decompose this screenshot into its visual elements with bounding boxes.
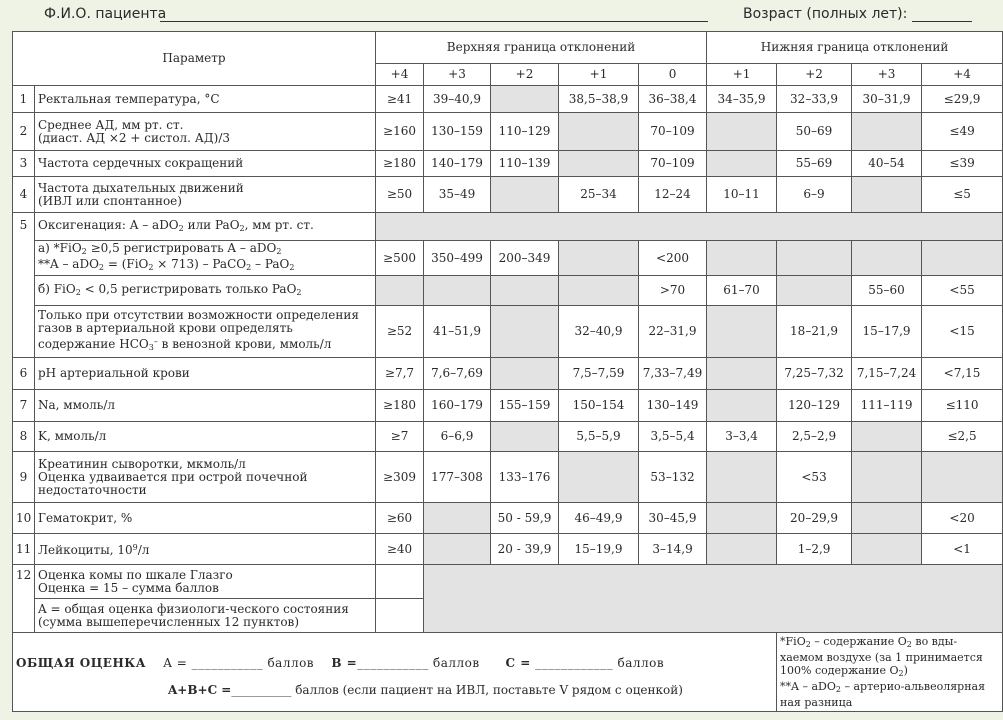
row-label-line: (сумма вышеперечисленных 12 пунктов) [38, 614, 299, 629]
score-cell: 6–9 [777, 177, 852, 213]
score-cell: 200–349 [491, 241, 559, 276]
row-label-line: A = общая оценка физиологи-ческого состояния [38, 601, 349, 616]
score-cell: 32–33,9 [777, 86, 852, 113]
row-number: 8 [13, 422, 35, 452]
score-cell [707, 390, 777, 422]
score-cell: 150–154 [559, 390, 639, 422]
row-label [35, 306, 376, 358]
row-number: 2 [13, 113, 35, 151]
score-cell [559, 452, 639, 503]
row-label [35, 565, 376, 599]
score-cell: ≤110 [922, 390, 1003, 422]
score-cell [707, 534, 777, 565]
total-label: ОБЩАЯ ОЦЕНКА [16, 656, 146, 670]
row-number: 1 [13, 86, 35, 113]
table-row [13, 177, 1003, 213]
score-cell: 15–17,9 [852, 306, 922, 358]
row-label-line: Среднее АД, мм рт. ст. [38, 117, 184, 132]
score-header: 0 [639, 64, 707, 86]
score-cell [707, 306, 777, 358]
score-header: +4 [922, 64, 1003, 86]
score-cell: ≥41 [376, 86, 424, 113]
row-label-line: Только при отсутствии возможности определения [38, 308, 359, 322]
score-cell: 7,33–7,49 [639, 358, 707, 390]
score-cell: 38,5–38,9 [559, 86, 639, 113]
score-cell [491, 276, 559, 306]
table-row [13, 422, 1003, 452]
score-cell: 7,25–7,32 [777, 358, 852, 390]
form-header [0, 0, 960, 30]
score-cell [922, 241, 1003, 276]
row-label: Лейкоциты, $10^9/л$ [35, 534, 376, 565]
score-cell: ≤5 [922, 177, 1003, 213]
total-score-line [16, 657, 773, 670]
score-cell [707, 503, 777, 534]
table-row [13, 306, 1003, 358]
patient-name-label: Ф.И.О. пациента [44, 6, 167, 22]
score-cell: <20 [922, 503, 1003, 534]
score-cell: 7,6–7,69 [424, 358, 491, 390]
table-row [13, 113, 1003, 151]
score-cell: ≥180 [376, 151, 424, 177]
score-cell: <15 [922, 306, 1003, 358]
sum-line [168, 684, 773, 697]
score-cell: ≥52 [376, 306, 424, 358]
score-cell: 5,5–5,9 [559, 422, 639, 452]
footnote-line: 100% содержание $O_2$) [780, 664, 908, 678]
table-row [13, 390, 1003, 422]
gray-cell [376, 213, 1003, 241]
table-row [13, 213, 1003, 241]
row-label: б) FiO$_2$ < 0,5 регистрировать только PaO$_2$ [35, 276, 376, 306]
score-cell[interactable] [376, 599, 424, 633]
score-cell: 53–132 [639, 452, 707, 503]
table-row [13, 276, 1003, 306]
score-cell: 177–308 [424, 452, 491, 503]
row-label-line: **A – aDO$_2$ = (FiO$_2$ × 713) – PaCO$_2$ – PaO$_2$ [38, 257, 295, 272]
apache-score-table [12, 31, 1003, 712]
row-label [35, 241, 376, 276]
patient-name-line[interactable] [160, 21, 708, 22]
row-label: Гематокрит, % [35, 503, 376, 534]
score-cell [852, 113, 922, 151]
score-cell: 130–159 [424, 113, 491, 151]
score-cell [424, 276, 491, 306]
score-header: +4 [376, 64, 424, 86]
score-cell [491, 86, 559, 113]
score-cell: 61–70 [707, 276, 777, 306]
score-cell: 32–40,9 [559, 306, 639, 358]
score-cell [777, 241, 852, 276]
footnote-line: хаемом воздухе (за 1 принимается [780, 651, 983, 664]
score-cell: ≥160 [376, 113, 424, 151]
score-cell[interactable] [376, 565, 424, 599]
score-cell: >70 [639, 276, 707, 306]
score-cell [852, 241, 922, 276]
score-cell [491, 358, 559, 390]
score-cell [707, 241, 777, 276]
score-cell [424, 503, 491, 534]
footer-row [13, 633, 1003, 712]
a-input-line[interactable]: ___________ [191, 656, 264, 670]
score-cell: ≥7,7 [376, 358, 424, 390]
score-cell: <200 [639, 241, 707, 276]
footnote-line: **A – aDO$_2$ – артерио-альвеолярная [780, 680, 986, 694]
score-cell [777, 276, 852, 306]
table-row [13, 358, 1003, 390]
score-header: +2 [491, 64, 559, 86]
score-cell: <7,15 [922, 358, 1003, 390]
score-cell: 155–159 [491, 390, 559, 422]
score-cell [852, 503, 922, 534]
points-label: баллов [267, 656, 315, 670]
score-cell: 22–31,9 [639, 306, 707, 358]
table-row [13, 86, 1003, 113]
sum-note: баллов (если пациент на ИВЛ, поставьте V рядом с оценкой) [295, 683, 683, 697]
footnote-line: *FiO$_2$ – содержание $O_2$ во вды- [780, 635, 958, 649]
row-label-line: Оценка = 15 – сумма баллов [38, 580, 219, 595]
score-cell: <1 [922, 534, 1003, 565]
score-cell: 7,5–7,59 [559, 358, 639, 390]
row-number: 10 [13, 503, 35, 534]
row-number: 7 [13, 390, 35, 422]
row-label-line: (ИВЛ или спонтанное) [38, 193, 182, 208]
score-cell: 46–49,9 [559, 503, 639, 534]
score-cell: 20–29,9 [777, 503, 852, 534]
row-label-line: газов в артериальной крови определять [38, 321, 293, 335]
score-cell: 140–179 [424, 151, 491, 177]
score-cell: 70–109 [639, 113, 707, 151]
score-cell [559, 241, 639, 276]
score-cell [707, 358, 777, 390]
score-cell: ≤39 [922, 151, 1003, 177]
score-cell [424, 534, 491, 565]
footnotes [777, 633, 1003, 712]
score-header: +1 [707, 64, 777, 86]
score-cell [852, 177, 922, 213]
score-header: +2 [777, 64, 852, 86]
row-label-line: содержание $HCO_3^-$ в венозной крови, ммоль/л [38, 337, 332, 352]
row-number: 3 [13, 151, 35, 177]
score-cell: 120–129 [777, 390, 852, 422]
total-score-section [13, 633, 777, 712]
score-cell: 25–34 [559, 177, 639, 213]
row-label [35, 177, 376, 213]
c-input-line[interactable]: ____________ [535, 656, 614, 670]
score-cell: 3,5–5,4 [639, 422, 707, 452]
score-cell: 34–35,9 [707, 86, 777, 113]
points-label: баллов [617, 656, 665, 670]
table-row [13, 151, 1003, 177]
score-cell [491, 306, 559, 358]
score-cell: 1–2,9 [777, 534, 852, 565]
score-cell: ≤2,5 [922, 422, 1003, 452]
points-label: баллов [433, 656, 480, 670]
row-label-line: а) *FiO$_2$ ≥0,5 регистрировать A – aDO$_2$ [38, 241, 282, 256]
score-cell [852, 452, 922, 503]
score-cell: 50–69 [777, 113, 852, 151]
score-header: +1 [559, 64, 639, 86]
score-cell: ≥7 [376, 422, 424, 452]
score-cell: 2,5–2,9 [777, 422, 852, 452]
score-cell: 15–19,9 [559, 534, 639, 565]
score-header: +3 [424, 64, 491, 86]
table-row [13, 565, 1003, 599]
row-label-line: Креатинин сыворотки, мкмоль/л [38, 456, 246, 471]
b-label: B = [331, 656, 358, 670]
score-cell: 350–499 [424, 241, 491, 276]
score-cell: 12–24 [639, 177, 707, 213]
row-label: pH артериальной крови [35, 358, 376, 390]
row-label: Ректальная температура, °С [35, 86, 376, 113]
score-cell [376, 276, 424, 306]
score-cell: 130–149 [639, 390, 707, 422]
score-cell [922, 452, 1003, 503]
score-cell: 10–11 [707, 177, 777, 213]
score-cell: 50 - 59,9 [491, 503, 559, 534]
score-cell [852, 534, 922, 565]
table-row [13, 503, 1003, 534]
score-cell: ≥60 [376, 503, 424, 534]
row-label-line: Оценка комы по шкале Глазго [38, 567, 233, 582]
score-cell [559, 113, 639, 151]
score-cell [559, 276, 639, 306]
row-label-line: недостаточности [38, 482, 147, 497]
score-cell: 110–129 [491, 113, 559, 151]
row-label [35, 113, 376, 151]
b-input-line[interactable]: ___________ [357, 656, 429, 670]
score-cell: 133–176 [491, 452, 559, 503]
score-cell [707, 452, 777, 503]
age-label: Возраст (полных лет): [743, 6, 908, 22]
row-label: Na, ммоль/л [35, 390, 376, 422]
score-cell [707, 151, 777, 177]
score-cell: 70–109 [639, 151, 707, 177]
row-label-line: Частота дыхательных движений [38, 180, 244, 195]
a-label: A = [163, 656, 188, 670]
sum-label: A+B+C = [168, 683, 232, 697]
row-number: 12 [13, 565, 35, 633]
lower-header: Нижняя граница отклонений [707, 32, 1003, 64]
score-cell: 36–38,4 [639, 86, 707, 113]
gray-cell [424, 565, 1003, 633]
score-cell: 7,15–7,24 [852, 358, 922, 390]
score-cell [559, 151, 639, 177]
row-label: K, ммоль/л [35, 422, 376, 452]
param-header: Параметр [13, 32, 376, 86]
score-cell: 3–14,9 [639, 534, 707, 565]
row-label: Частота сердечных сокращений [35, 151, 376, 177]
row-number: 11 [13, 534, 35, 565]
upper-header: Верхняя граница отклонений [376, 32, 707, 64]
score-cell: ≥180 [376, 390, 424, 422]
score-cell: 30–31,9 [852, 86, 922, 113]
table-row [13, 534, 1003, 565]
row-number: 9 [13, 452, 35, 503]
score-cell: ≥50 [376, 177, 424, 213]
score-cell: 6–6,9 [424, 422, 491, 452]
score-cell: 111–119 [852, 390, 922, 422]
table-row [13, 452, 1003, 503]
row-label-line: Оценка удваивается при острой почечной [38, 469, 308, 484]
score-cell: 35–49 [424, 177, 491, 213]
score-cell [491, 422, 559, 452]
score-cell: 39–40,9 [424, 86, 491, 113]
row-label-line: (диаст. АД ×2 + систол. АД)/3 [38, 130, 230, 145]
score-cell: <55 [922, 276, 1003, 306]
score-cell: 40–54 [852, 151, 922, 177]
row-number: 5 [13, 213, 35, 358]
header-row [13, 32, 1003, 64]
row-label: Оксигенация: A – aDO$_2$ или PaO$_2$, мм рт. ст. [35, 213, 376, 241]
footnote-line: ная разница [780, 696, 853, 709]
score-cell: 55–69 [777, 151, 852, 177]
table-row [13, 241, 1003, 276]
score-cell: ≤49 [922, 113, 1003, 151]
row-label [35, 452, 376, 503]
score-cell [707, 113, 777, 151]
score-cell: 3–3,4 [707, 422, 777, 452]
score-cell: 30–45,9 [639, 503, 707, 534]
age-line[interactable] [912, 21, 972, 22]
score-cell: 20 - 39,9 [491, 534, 559, 565]
score-cell: 110–139 [491, 151, 559, 177]
c-label: C = [505, 656, 531, 670]
score-cell: ≥309 [376, 452, 424, 503]
score-cell: 55–60 [852, 276, 922, 306]
score-cell [852, 422, 922, 452]
score-cell: ≤29,9 [922, 86, 1003, 113]
row-number: 6 [13, 358, 35, 390]
row-number: 4 [13, 177, 35, 213]
score-cell: 18–21,9 [777, 306, 852, 358]
sum-input-line[interactable]: __________ [231, 683, 292, 697]
score-cell [491, 177, 559, 213]
score-cell: 41–51,9 [424, 306, 491, 358]
row-label [35, 599, 376, 633]
score-cell: ≥500 [376, 241, 424, 276]
score-cell: ≥40 [376, 534, 424, 565]
score-header: +3 [852, 64, 922, 86]
score-cell: <53 [777, 452, 852, 503]
score-cell: 160–179 [424, 390, 491, 422]
